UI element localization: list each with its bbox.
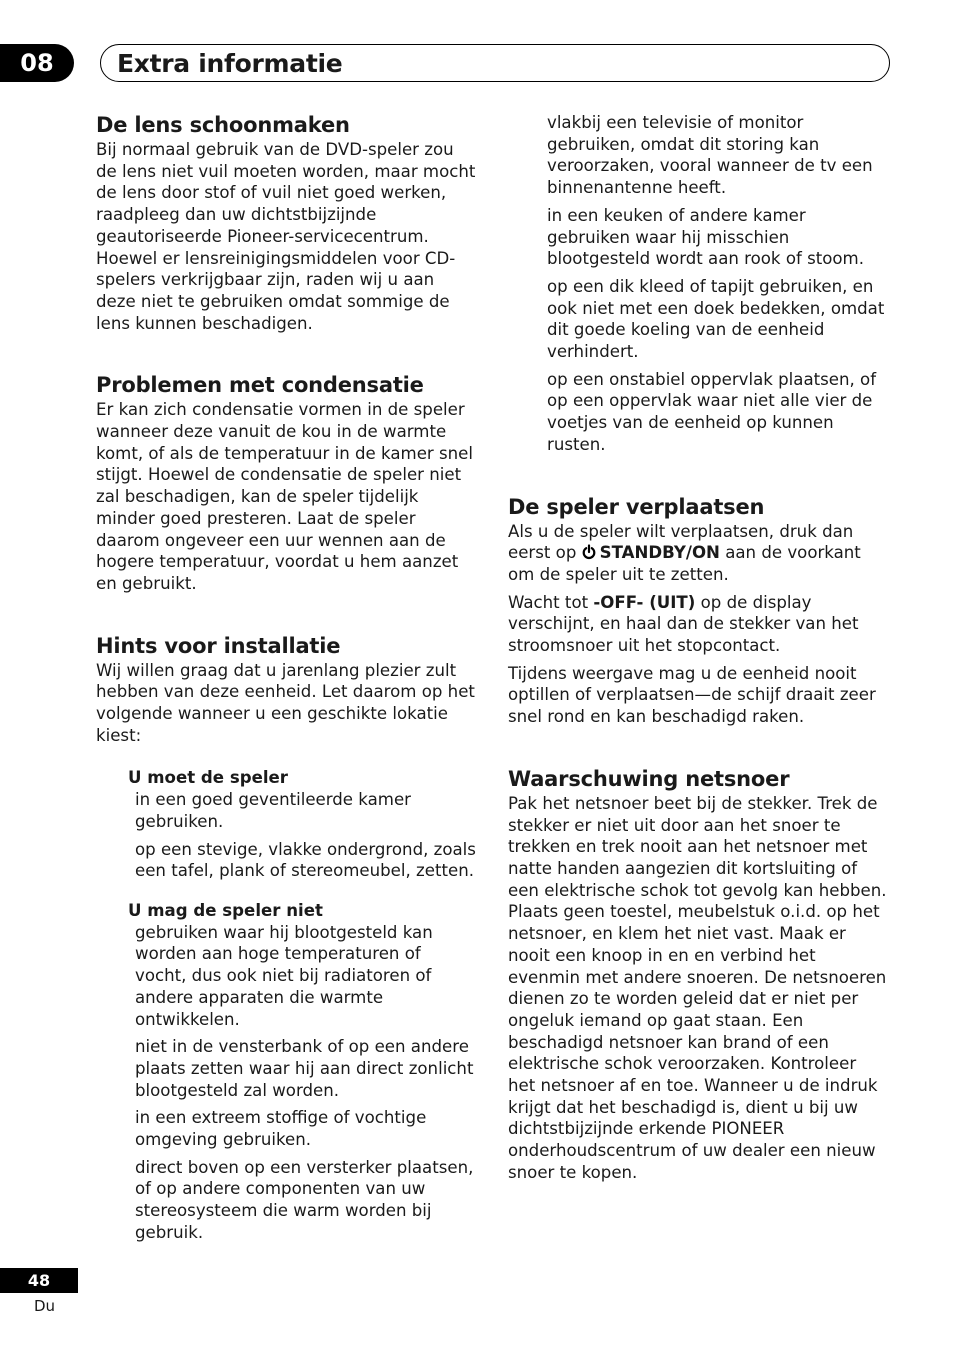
mustnot-list <box>96 922 480 1244</box>
must-subheading: U moet de speler <box>128 768 288 788</box>
chapter-header <box>100 44 890 82</box>
standby-key: STANDBY/ON <box>582 543 720 562</box>
page-number: 48 <box>0 1268 78 1293</box>
list-item: op een stevige, vlakke ondergrond, zoals een tafel, plank of stereomeubel, zetten. <box>135 839 476 881</box>
condensation-paragraph: Er kan zich condensatie vormen in de speler wanneer deze vanuit de kou in de warmte komt, of als de temperatuur in de kamer snel stijgt. Hoewel de condensatie de speler niet zal beschadigen, kan de speler tijdelijk minder goed presteren. Laat de speler daarom ongeveer een uur wennen aan de hogere temperatuur, voordat u hem aanzet en gebruikt. <box>96 400 473 593</box>
moving-paragraph-2: Wacht tot -OFF- (UIT) op de display verschijnt, en haal dan de stekker van het stroomsnoer uit het stopcontact. <box>508 592 859 656</box>
left-column <box>96 112 480 1244</box>
moving-paragraph-3: Tijdens weergave mag u de eenheid nooit optillen of verplaatsen—de schijf draait zeer snel rond en kan beschadigd raken. <box>508 663 876 727</box>
list-item: op een dik kleed of tapijt gebruiken, en ook niet met een doek bedekken, omdat dit goede koeling van de eenheid verhindert. <box>547 276 885 362</box>
list-item: gebruiken waar hij blootgesteld kan worden aan hoge temperaturen of vocht, dus ook niet bij radiatoren of andere apparaten die warmte ontwikkelen. <box>135 922 433 1029</box>
installation-intro: Wij willen graag dat u jarenlang plezier zult hebben van deze eenheid. Let daarom op het volgende wanneer u een geschikte lokatie kiest: <box>96 660 475 745</box>
cord-paragraph: Pak het netsnoer beet bij de stekker. Trek de stekker er niet uit door aan het snoer te trekken en trek nooit aan het netsnoer met natte handen aangezien dit kortsluiting of een elektrische schok tot gevolg kan hebben. Plaats geen toestel, meubelstuk o.i.d. op het netsnoer, en klem het niet vast. Maak er nooit een knoop in en en verbind het evenmin met andere snoeren. De netsnoeren dienen zo te worden geleid dat er niet per ongeluk iemand op gaat staan. Een beschadigd netsnoer kan brand of een elektrische schok veroorzaken. Kontroleer het netsnoer af en toe. Wanneer u de indruk krijgt dat het beschadigd is, dient u bij uw dichtstbijzijnde erkende PIONEER onderhoudscentrum of uw dealer een nieuw snoer te kopen. <box>508 793 887 1182</box>
list-item: niet in de vensterbank of op een andere plaats zetten waar hij aan direct zonlicht blootgesteld zal worden. <box>135 1037 474 1100</box>
cord-heading: Waarschuwing netsnoer <box>508 766 790 791</box>
right-column <box>508 112 892 1184</box>
list-item: in een goed geventileerde kamer gebruiken. <box>135 790 411 831</box>
chapter-title: Extra informatie <box>117 48 343 78</box>
moving-paragraph-1: Als u de speler wilt verplaatsen, druk dan eerst op STANDBY/ON aan de voorkant om de speler uit te zetten. <box>508 521 861 584</box>
list-item: in een keuken of andere kamer gebruiken waar hij misschien blootgesteld wordt aan rook of stoom. <box>547 205 864 269</box>
list-item: direct boven op een versterker plaatsen, of op andere componenten van uw stereosysteem die warm worden bij gebruik. <box>135 1157 474 1242</box>
language-code: Du <box>34 1297 56 1315</box>
moving-heading: De speler verplaatsen <box>508 494 765 519</box>
installation-heading: Hints voor installatie <box>96 633 341 658</box>
chapter-badge <box>0 44 74 82</box>
power-icon <box>582 544 596 560</box>
mustnot-subheading: U mag de speler niet <box>128 900 323 920</box>
chapter-number: 08 <box>20 49 54 77</box>
list-item: op een onstabiel oppervlak plaatsen, of op een oppervlak waar niet alle vier de voetjes van de eenheid op kunnen rusten. <box>547 369 877 454</box>
must-list <box>96 789 480 882</box>
condensation-heading: Problemen met condensatie <box>96 373 424 398</box>
mustnot-list-continued <box>508 112 892 456</box>
list-item: vlakbij een televisie of monitor gebruiken, omdat dit storing kan veroorzaken, vooral wanneer de tv een binnenantenne heeft. <box>547 113 873 198</box>
list-item: in een extreem stoffige of vochtige omgeving gebruiken. <box>135 1108 427 1150</box>
lens-heading: De lens schoonmaken <box>96 113 350 137</box>
off-display-text: -OFF- (UIT) <box>593 592 696 612</box>
lens-paragraph: Bij normaal gebruik van de DVD-speler zou de lens niet vuil moeten worden, maar mocht de lens door stof of vuil niet goed werken, raadpleeg dan uw dichtstbijzijnde geautoriseerde Pioneer-servicecentrum. Hoewel er lensreinigingsmiddelen voor CD- spelers verkrijgbaar zijn, raden wij u aan deze niet te gebruiken omdat sommige de lens kunnen beschadigen. <box>96 140 476 333</box>
